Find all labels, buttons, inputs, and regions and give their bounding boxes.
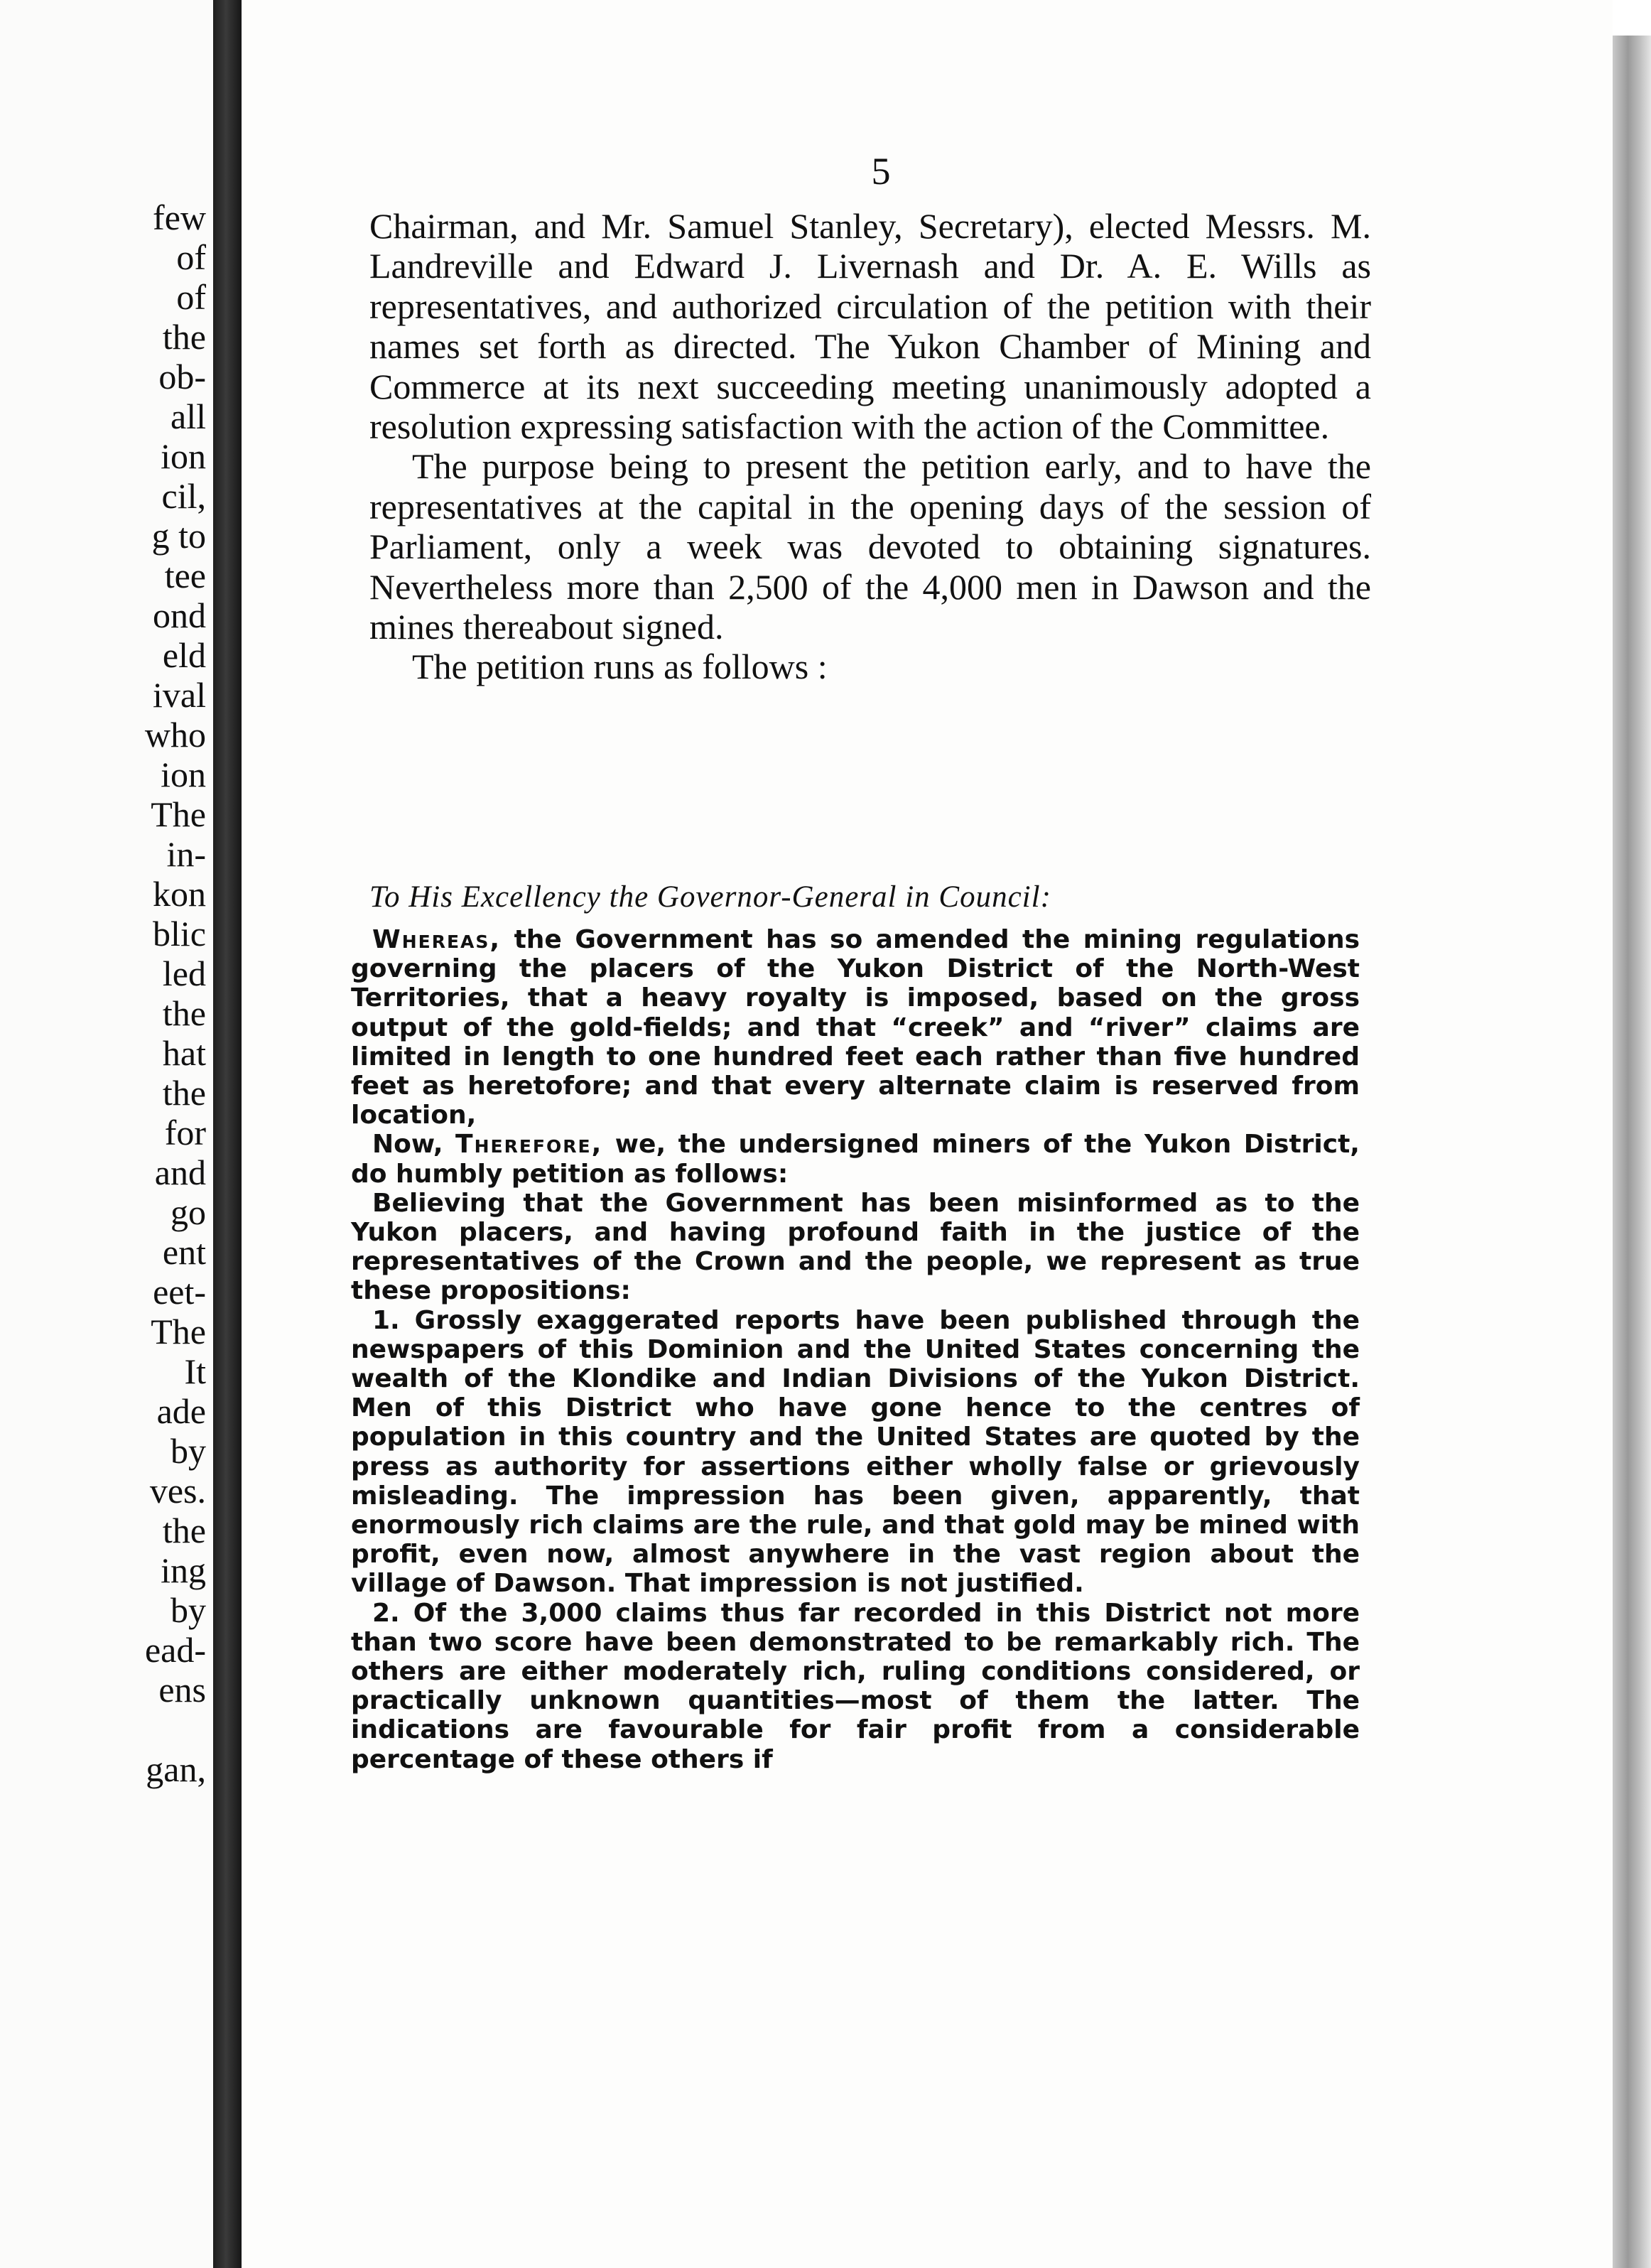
left-page-fragment: tee (164, 556, 206, 595)
proposition-2: 2. Of the 3,000 claims thus far recorded in this District not more than two score have been demonstrated to be remarkably rich. The others are either moderately rich, ruling conditions considered, or practically unknown quantities—most of them the latter. The indications are favourable for fair profit from a considerable percentage of these others if (351, 1598, 1360, 1774)
left-page-fragment: of (176, 277, 206, 317)
left-page-fragment: blic (153, 914, 206, 954)
left-page-fragment: hat (162, 1033, 206, 1073)
petition-text (351, 925, 1360, 1774)
paragraph-purpose: The purpose being to present the petition early, and to have the representatives at the capital in the opening days of the session of Parliament, only a week was devoted to obtaining signatures. Nevertheless more than 2,500 of the 4,000 men in Dawson and the mines thereabout signed. (369, 446, 1371, 647)
left-page-fragment: gan, (146, 1749, 206, 1789)
now-text: we, the undersigned miners of the Yukon District, do humbly petition as follows: (351, 1130, 1360, 1189)
left-page-fragment: The (151, 794, 206, 834)
left-page-text-fragments (0, 198, 206, 1789)
left-page-fragment: It (184, 1351, 206, 1391)
left-page-fragment: The (151, 1312, 206, 1351)
left-page-fragment: eet- (153, 1272, 206, 1312)
left-page-fragment: ion (161, 436, 206, 476)
left-page-fragment: and (154, 1152, 206, 1192)
left-page-fragment: by (170, 1590, 206, 1630)
paragraph-petition-intro: The petition runs as follows : (412, 647, 828, 687)
left-page-fragment: ival (153, 675, 206, 715)
left-page-fragment: by (170, 1431, 206, 1471)
left-page-fragment: few (153, 198, 206, 237)
paragraph-continuation: Chairman, and Mr. Samuel Stanley, Secretary), elected Messrs. M. Landreville and Edward J. Livernash and Dr. A. E. Wills as representatives, and authorized circulation of the petition with their names set forth as directed. The Yukon Chamber of Mining and Commerce at its next succeeding meeting unanimously adopted a resolution expressing satisfaction with the action of the Committee. (369, 206, 1371, 447)
left-page (0, 0, 220, 2268)
proposition-1: 1. Grossly exaggerated reports have been published through the newspapers of this Dominion and the United States concerning the wealth of the Klondike and Indian Divisions of the Yukon District. Men of this District who have gone hence to the centres of population in this country and the United States are quoted by the press as authority for assertions either wholly false or grievously misleading. The impression has been given, apparently, that enormously rich claims are the rule, and that gold may be mined with profit, even now, almost anywhere in the vast region about the village of Dawson. That impression is not justified. (351, 1305, 1360, 1599)
left-page-fragment: for (164, 1113, 206, 1152)
left-page-fragment: the (162, 317, 206, 357)
believing-clause: Believing that the Government has been misinformed as to the Yukon placers, and having profound faith in the justice of the representatives of the Crown and the people, we represent as true these propositions: (351, 1188, 1360, 1306)
left-page-fragment: ing (161, 1550, 206, 1590)
left-page-fragment: cil, (161, 476, 206, 516)
page-edges (1613, 36, 1651, 2268)
left-page-fragment: led (162, 954, 206, 993)
left-page-fragment: who (144, 715, 206, 755)
left-page-fragment: ond (153, 595, 206, 635)
left-page-fragment: ead- (144, 1630, 206, 1670)
whereas-text: the Government has so amended the mining regulations governing the placers of the Yukon District of the North-West Territories, that a heavy royalty is imposed, based on the gross output of the gold-fields; and that “creek” and “river” claims are limited in length to one hundred feet each rather than five hundred feet as heretofore; and that every alternate claim is reserved from location, (351, 925, 1360, 1130)
left-page-fragment: ade (156, 1391, 206, 1431)
body-text (369, 206, 1371, 687)
left-page-fragment (0, 1710, 206, 1749)
left-page-fragment: ens (158, 1670, 206, 1710)
left-page-fragment: go (170, 1192, 206, 1232)
whereas-clause (351, 925, 1360, 1130)
left-page-fragment: kon (153, 874, 206, 914)
left-page-fragment: ves. (149, 1471, 206, 1511)
left-page-fragment: ob- (158, 357, 206, 396)
left-page-fragment: of (176, 237, 206, 277)
now-therefore-clause (351, 1130, 1360, 1188)
left-page-fragment: the (162, 1511, 206, 1550)
page-number: 5 (871, 150, 891, 193)
left-page-fragment: in- (166, 834, 206, 874)
book-gutter (213, 0, 242, 2268)
left-page-fragment: g to (151, 516, 206, 556)
petition-address: To His Excellency the Governor-General in Council: (369, 880, 1051, 914)
therefore-smallcaps: Therefore, (455, 1130, 603, 1160)
left-page-fragment: all (170, 396, 206, 436)
left-page-fragment: ent (162, 1232, 206, 1272)
whereas-lead: Whereas, (372, 925, 502, 954)
left-page-fragment: ion (161, 755, 206, 794)
now-lead: Now, (372, 1130, 443, 1160)
left-page-fragment: the (162, 1073, 206, 1113)
left-page-fragment: eld (162, 635, 206, 675)
left-page-fragment: the (162, 993, 206, 1033)
